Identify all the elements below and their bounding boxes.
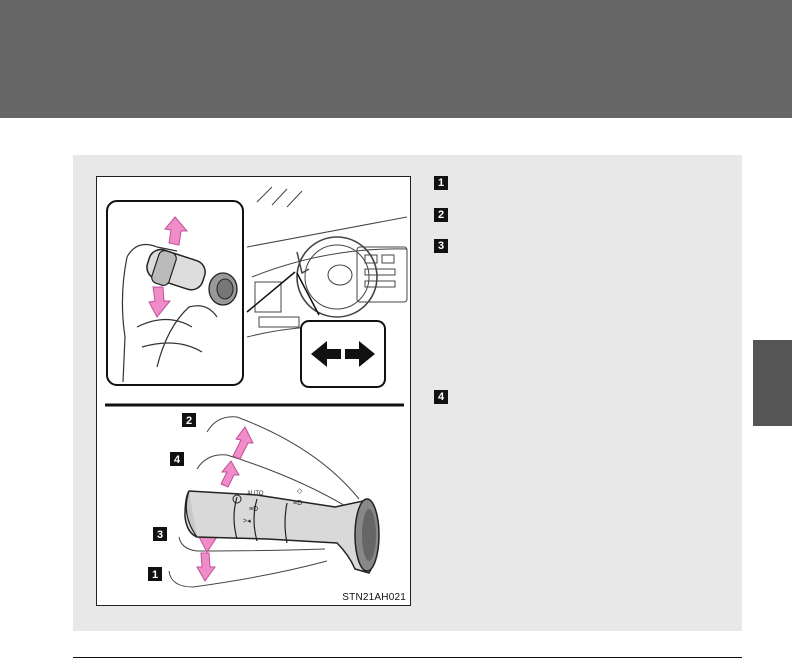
step-list [434,176,734,416]
headlight-stalk [185,488,379,573]
step-badge-4: 4 [434,390,448,404]
illustration [97,177,411,606]
dashboard-sketch [247,187,407,337]
svg-text:◇: ◇ [297,488,303,495]
step-badge-2: 2 [434,208,448,222]
arrow-position-1 [197,553,215,581]
hand-lever-inset [107,201,243,385]
figure-callout-3 [153,527,167,541]
figure-box [96,176,411,606]
arrow-position-4 [221,461,239,487]
svg-text:≡D: ≡D [249,506,259,513]
svg-text:>◂: >◂ [243,518,251,525]
figure-code: STN21AH021 [342,592,406,603]
side-tab [753,340,792,426]
svg-text:≡D: ≡D [293,500,303,507]
step-badge-3: 3 [434,239,448,253]
figure-callout-2 [182,413,196,427]
arrow-position-2 [233,427,253,459]
svg-text:2: 2 [185,415,193,427]
figure-callout-1 [148,567,162,581]
header-band [0,0,792,118]
footer-rule [73,657,742,658]
svg-text:AUTO: AUTO [247,491,264,497]
left-right-inset [301,321,385,387]
svg-text:3: 3 [156,529,164,541]
step-badge-1: 1 [434,176,448,190]
figure-callout-4 [170,452,184,466]
svg-text:4: 4 [173,454,181,466]
svg-text:1: 1 [151,569,159,581]
